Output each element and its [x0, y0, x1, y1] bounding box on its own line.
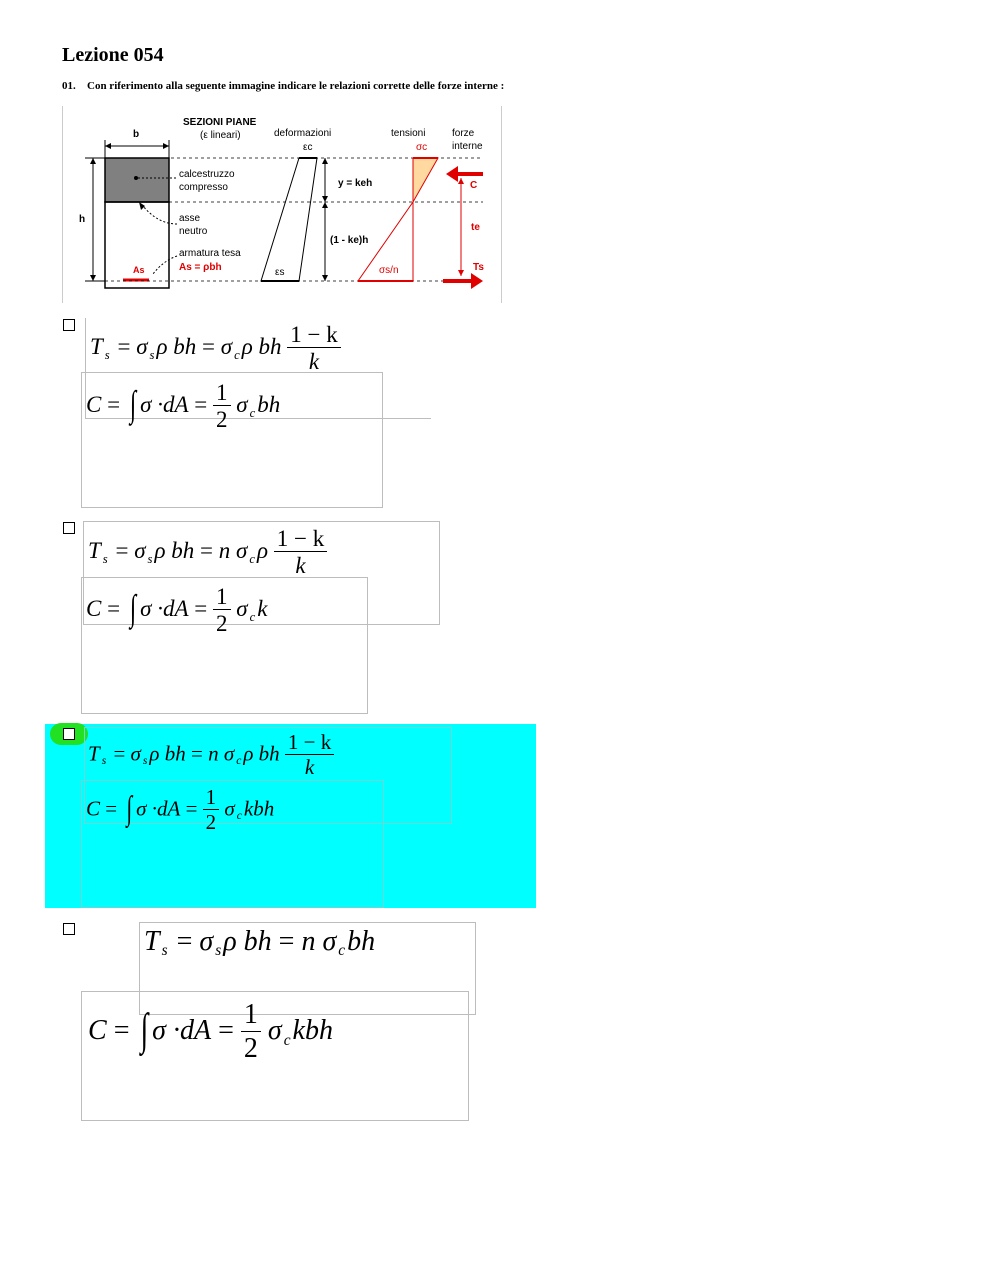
- option-3-checkbox[interactable]: [63, 728, 75, 740]
- option-2-checkbox[interactable]: [63, 522, 75, 534]
- label-b: b: [133, 129, 140, 140]
- option-2-line2: C = ∫ σ ·dA = $\frac{1}{2}$ σ ck: [86, 584, 268, 637]
- label-1-ke-h: (1 - ke)h: [330, 235, 369, 246]
- option-3-line2: C = ∫ σ ·dA = $\frac{1}{2}$ σ ckbh: [86, 785, 275, 835]
- heading-tensioni: tensioni: [391, 128, 426, 139]
- page-title: Lezione 054: [62, 44, 164, 66]
- section-rect: [105, 202, 169, 288]
- heading-sezioni: SEZIONI PIANE: [183, 117, 257, 128]
- label-eps-c: εc: [303, 142, 313, 153]
- label-neutro: neutro: [179, 226, 208, 237]
- label-eps-s: εs: [275, 267, 285, 278]
- option-1-line2: C = ∫ σ ·dA = $\frac{1}{2}$ σ cbh: [86, 380, 281, 433]
- option-2-line1: Ts = σ sρ bh = n σ cρ $\frac{1 - k}{k}$: [88, 526, 327, 580]
- option-1-line1: Ts = σ sρ bh = σ cρ bh $\frac{1 - k}{k}$: [90, 322, 341, 376]
- label-as-rho: As = ρbh: [179, 262, 222, 273]
- label-asse: asse: [179, 213, 201, 224]
- question-number: 01.: [62, 80, 76, 92]
- heading-forze: forze: [452, 128, 475, 139]
- label-sigma-s-n: σs/n: [379, 265, 399, 276]
- diagram-svg: [63, 106, 501, 303]
- question-body: Con riferimento alla seguente immagine indicare le relazioni corrette delle forze interne :: [87, 80, 505, 92]
- label-Ts: Ts: [473, 262, 484, 273]
- option-4-line2: C = ∫ σ ·dA = $\frac{1}{2}$ σ ckbh: [88, 999, 333, 1064]
- option-4-checkbox[interactable]: [63, 923, 75, 935]
- force-c-arrow: [446, 166, 458, 182]
- label-te: te: [471, 222, 480, 233]
- option-1-checkbox[interactable]: [63, 319, 75, 331]
- label-calcestruzzo: calcestruzzo: [179, 169, 235, 180]
- label-compresso: compresso: [179, 182, 228, 193]
- force-ts-arrow: [471, 273, 483, 289]
- heading-eps-lineari: (ε lineari): [200, 130, 241, 141]
- option-4-line1: Ts = σ sρ bh = n σ cbh: [144, 926, 376, 960]
- heading-interne: interne: [452, 141, 483, 152]
- section-diagram: [62, 106, 502, 303]
- label-h: h: [79, 214, 86, 225]
- question-text: [62, 80, 504, 92]
- label-C: C: [470, 180, 478, 191]
- label-y: y = keh: [338, 178, 373, 189]
- option-3-line1: Ts = σ sρ bh = n σ cρ bh $\frac{1 - k}{k}$: [88, 731, 334, 780]
- label-armatura: armatura tesa: [179, 248, 241, 259]
- heading-deformazioni: deformazioni: [274, 128, 332, 139]
- compressed-zone: [105, 158, 169, 202]
- label-as: As: [133, 265, 145, 275]
- label-sigma-c: σc: [416, 142, 428, 153]
